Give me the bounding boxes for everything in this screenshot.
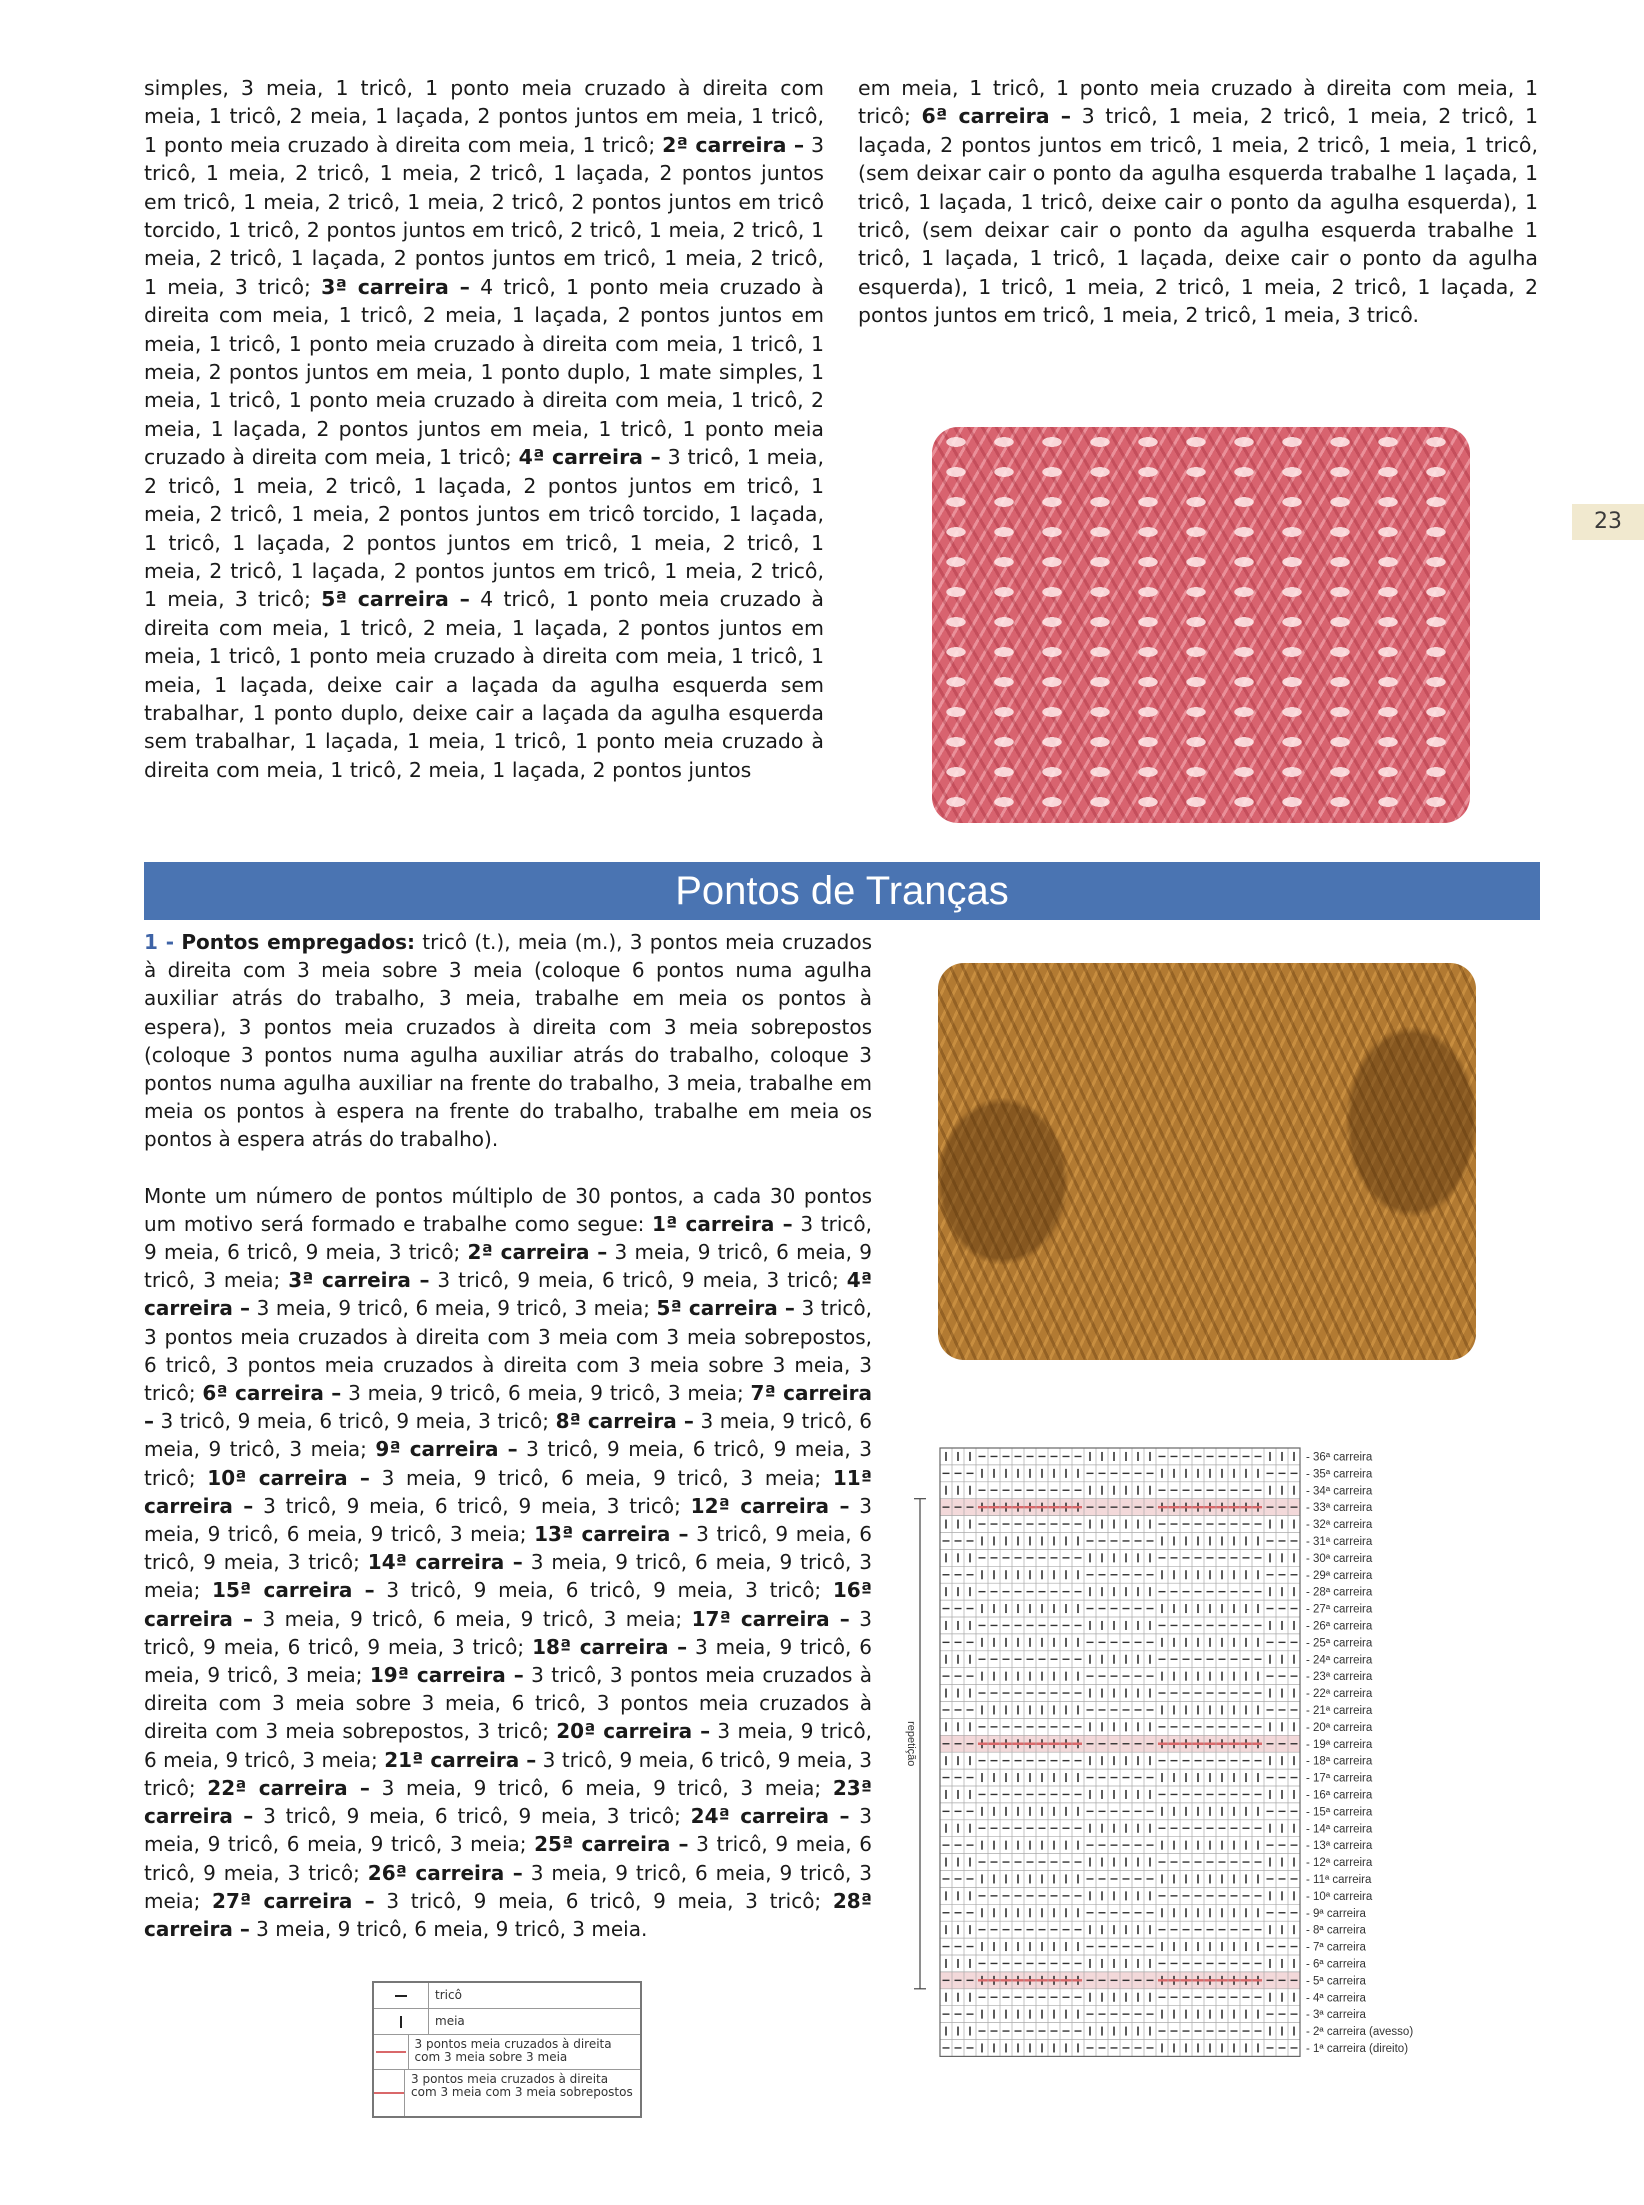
row-label: 24ª carreira –	[690, 1804, 850, 1829]
row-label: - 8ª carreira	[1306, 1924, 1366, 1937]
row-label: 20ª carreira –	[556, 1719, 711, 1744]
row-label: - 31ª carreira	[1306, 1535, 1373, 1548]
row-label: - 13ª carreira	[1306, 1840, 1373, 1853]
row-label: 1ª carreira –	[652, 1211, 793, 1236]
text-run: 3 tricô, 9 meia, 6 tricô, 9 meia, 3 tricô;	[253, 1804, 691, 1829]
legend-row-cable-layered	[374, 2070, 640, 2116]
row-label: 17ª carreira –	[691, 1606, 850, 1631]
text-run: 4 tricô, 1 ponto meia cruzado à direita com meia, 1 tricô, 2 meia, 1 laçada, 2 pontos juntos em meia, 1 tricô, 1 ponto meia cruzado à direita com meia, 1 tricô, 1 meia, 1 laçada, deixe cair a laçada da agulha esquerda sem trabalhar, 1 ponto duplo, deixe cair a laçada da agulha esquerda sem trabalhar, 1 laçada, 1 meia, 1 tricô, 1 ponto meia cruzado à direita com meia, 1 tricô, 2 meia, 1 laçada, 2 pontos juntos	[144, 587, 824, 782]
row-label: - 30ª carreira	[1306, 1552, 1373, 1565]
text-run: 3 meia, 9 tricô, 6 meia, 9 tricô, 3 meia;	[369, 1465, 833, 1490]
row-label: - 23ª carreira	[1306, 1671, 1373, 1684]
text-run: 3 meia, 9 tricô, 6 meia, 9 tricô, 3 meia;	[144, 1860, 872, 1913]
row-label: 16ª carreira –	[144, 1578, 872, 1631]
row-label: - 6ª carreira	[1306, 1958, 1366, 1971]
row-label: 3ª carreira –	[288, 1268, 430, 1293]
text-run: 3 tricô, 3 pontos meia cruzados à direita com 3 meia com 3 meia sobrepostos, 6 tricô, 3 pontos meia cruzados à direita com 3 meia sobre 3 meia, 3 tricô;	[144, 1296, 872, 1406]
row-label: 19ª carreira –	[369, 1663, 524, 1688]
stitch-chart	[900, 1440, 1620, 2100]
text-run: 3 tricô, 9 meia, 6 tricô, 9 meia, 3 tricô;	[253, 1493, 691, 1518]
row-label: 12ª carreira –	[690, 1493, 850, 1518]
legend-row-cable-over	[374, 2035, 640, 2070]
row-label: - 25ª carreira	[1306, 1637, 1373, 1650]
text-run: 3 meia, 9 tricô, 6 meia, 9 tricô, 3 meia;	[144, 1719, 873, 1772]
row-label: 10ª carreira –	[207, 1465, 370, 1490]
text-run: 3 tricô, 9 meia, 6 tricô, 9 meia, 3 tricô;	[144, 1522, 872, 1575]
row-label: 6ª carreira –	[202, 1381, 342, 1406]
text-run: 3 tricô, 3 pontos meia cruzados à direita com 3 meia sobre 3 meia, 6 tricô, 3 pontos meia cruzados à direita com 3 meia sobrepostos, 3 tricô;	[144, 1663, 872, 1744]
pattern-1-text	[144, 928, 872, 1943]
knit-symbol-icon	[400, 2016, 402, 2028]
pattern-1-instructions	[144, 1182, 872, 1943]
text-run: 3 meia, 9 tricô, 6 meia, 9 tricô, 3 meia;	[144, 1240, 872, 1293]
row-label: - 26ª carreira	[1306, 1620, 1373, 1633]
row-label: 25ª carreira –	[534, 1832, 689, 1857]
row-label: - 17ª carreira	[1306, 1772, 1373, 1785]
row-label: - 32ª carreira	[1306, 1519, 1373, 1532]
text-run: Monte um número de pontos múltiplo de 30 pontos, a cada 30 pontos um motivo será formado e trabalhe como segue:	[144, 1183, 872, 1236]
row-label: - 16ª carreira	[1306, 1789, 1373, 1802]
row-label: 5ª carreira –	[656, 1296, 795, 1321]
row-label: 8ª carreira –	[555, 1409, 694, 1434]
text-run: 3 tricô, 9 meia, 6 tricô, 9 meia, 3 tricô;	[429, 1268, 847, 1293]
row-label: 15ª carreira –	[212, 1578, 375, 1603]
section-title: Pontos de Tranças	[144, 862, 1540, 920]
text-run: 3 meia, 9 tricô, 6 meia, 9 tricô, 3 meia;	[144, 1550, 872, 1603]
text-run: 3 tricô, 9 meia, 6 tricô, 9 meia, 3 tricô;	[144, 1437, 873, 1490]
legend-label: meia	[435, 2014, 465, 2028]
row-label: 28ª carreira –	[144, 1888, 872, 1941]
row-label: - 11ª carreira	[1306, 1873, 1372, 1886]
text-run: 3 meia, 9 tricô, 6 meia, 9 tricô, 3 meia.	[249, 1916, 648, 1941]
row-label: - 24ª carreira	[1306, 1654, 1373, 1667]
legend-row-knit	[374, 2009, 640, 2035]
row-label: 5ª carreira –	[321, 587, 470, 612]
row-label: 13ª carreira –	[534, 1522, 689, 1547]
row-label: 7ª carreira –	[144, 1381, 873, 1434]
repeat-label: repetição	[905, 1721, 917, 1767]
text-run: 3 meia, 9 tricô, 6 meia, 9 tricô, 3 meia;	[144, 1804, 872, 1857]
row-label: 2ª carreira –	[662, 132, 805, 157]
row-label: - 5ª carreira	[1306, 1975, 1366, 1988]
text-run: 4 tricô, 1 ponto meia cruzado à direita com meia, 1 tricô, 2 meia, 1 laçada, 2 pontos juntos em meia, 1 tricô, 1 ponto meia cruzado à direita com meia, 1 tricô, 1 meia, 2 pontos juntos em meia, 1 ponto duplo, 1 mate simples, 1 meia, 1 tricô, 1 ponto meia cruzado à direita com meia, 1 tricô, 2 meia, 1 laçada, 2 pontos juntos em meia, 1 tricô, 1 ponto meia cruzado à direita com meia, 1 tricô;	[144, 274, 824, 470]
row-label: - 2ª carreira (avesso)	[1306, 2026, 1414, 2039]
row-label: - 9ª carreira	[1306, 1907, 1366, 1920]
row-label: - 7ª carreira	[1306, 1941, 1366, 1954]
row-label: - 10ª carreira	[1306, 1890, 1373, 1903]
chart-legend	[372, 1981, 642, 2118]
text-run: 3 meia, 9 tricô, 6 meia, 9 tricô, 3 meia;	[144, 1634, 872, 1688]
row-label: - 28ª carreira	[1306, 1586, 1373, 1599]
row-label: - 27ª carreira	[1306, 1603, 1373, 1616]
cable-symbol-icon	[374, 2092, 404, 2094]
top-right-column	[858, 74, 1538, 330]
legend-row-purl	[374, 1983, 640, 2009]
legend-label: tricô	[435, 1988, 462, 2002]
row-label: - 1ª carreira (direito)	[1306, 2042, 1409, 2055]
text-run: 3 tricô, 9 meia, 6 tricô, 9 meia, 3 tricô;	[144, 1747, 872, 1800]
row-label: 27ª carreira –	[212, 1888, 375, 1913]
legend-label: 3 pontos meia cruzados à direita com 3 meia com 3 meia sobrepostos	[411, 2072, 633, 2099]
text-run: em meia, 1 tricô, 1 ponto meia cruzado à direita com meia, 1 tricô;	[858, 76, 1538, 129]
cable-swatch-photo	[938, 963, 1476, 1360]
row-label: 3ª carreira –	[321, 274, 470, 299]
row-label: 6ª carreira –	[921, 104, 1072, 129]
pattern-number: 1 -	[144, 930, 175, 954]
text-run: 3 tricô, 9 meia, 6 tricô, 9 meia, 3 tricô;	[374, 1888, 833, 1913]
text-run: 3 tricô, 1 meia, 2 tricô, 1 meia, 2 tricô, 1 laçada, 2 pontos juntos em tricô, 1 meia, 2 tricô, 1 meia, 1 tricô, (sem deixar cair o ponto da agulha esquerda trabalhe 1 laçada, 1 tricô, 1 laçada, 1 tricô, deixe cair o ponto da agulha esquerda), 1 tricô, (sem deixar cair o ponto da agulha esquerda trabalhe 1 tricô, 1 laçada, 1 tricô, 1 laçada, deixe cair o ponto da agulha esquerda), 1 tricô, 1 meia, 2 tricô, 1 meia, 2 tricô, 1 laçada, 2 pontos juntos em tricô, 1 meia, 2 tricô, 1 meia, 3 tricô.	[858, 104, 1538, 328]
legend-label: 3 pontos meia cruzados à direita com 3 meia sobre 3 meia	[414, 2037, 612, 2064]
cable-symbol-icon	[376, 2051, 406, 2053]
row-label: - 35ª carreira	[1306, 1468, 1373, 1481]
text-run: 3 meia, 9 tricô, 6 meia, 9 tricô, 3 meia;	[144, 1409, 872, 1462]
row-label: - 36ª carreira	[1306, 1451, 1373, 1464]
row-label: - 18ª carreira	[1306, 1755, 1373, 1768]
row-label: 23ª carreira –	[144, 1775, 872, 1829]
row-label: - 33ª carreira	[1306, 1502, 1373, 1515]
row-label: 21ª carreira –	[384, 1747, 537, 1772]
row-label: 4ª carreira –	[518, 445, 661, 470]
text-run: 3 meia, 9 tricô, 6 meia, 9 tricô, 3 meia;	[252, 1606, 692, 1631]
pattern-label: Pontos empregados:	[181, 930, 416, 954]
row-label: 9ª carreira –	[375, 1437, 518, 1462]
row-label: - 19ª carreira	[1306, 1738, 1373, 1751]
text-run: 3 tricô, 1 meia, 2 tricô, 1 meia, 2 tricô, 1 laçada, 2 pontos juntos em tricô, 1 meia, 2 tricô, 1 meia, 2 tricô, 2 pontos juntos em tricô torcido, 1 tricô, 2 pontos juntos em tricô, 2 tricô, 1 meia, 2 tricô, 1 meia, 2 tricô, 1 laçada, 2 pontos juntos em tricô, 1 meia, 2 tricô, 1 meia, 3 tricô;	[144, 132, 825, 299]
text-run: 3 tricô, 9 meia, 6 tricô, 9 meia, 3 tricô;	[144, 1832, 872, 1885]
row-label: - 21ª carreira	[1306, 1704, 1373, 1717]
row-label: - 12ª carreira	[1306, 1857, 1373, 1870]
text-run: 3 tricô, 9 meia, 6 tricô, 9 meia, 3 tricô;	[154, 1409, 556, 1434]
row-label: 18ª carreira –	[532, 1634, 688, 1659]
page-number: 23	[1572, 504, 1644, 540]
text-run: 3 tricô, 9 meia, 6 tricô, 9 meia, 3 tricô;	[144, 1211, 872, 1265]
purl-symbol-icon	[395, 1995, 407, 1997]
text-run: simples, 3 meia, 1 tricô, 1 ponto meia cruzado à direita com meia, 1 tricô, 2 meia, 1 laçada, 2 pontos juntos em meia, 1 tricô, 1 ponto meia cruzado à direita com meia, 1 tricô;	[144, 76, 824, 157]
row-label: - 20ª carreira	[1306, 1721, 1373, 1734]
row-label: 26ª carreira –	[367, 1860, 523, 1885]
row-label: 4ª carreira –	[144, 1268, 872, 1321]
row-label: - 4ª carreira	[1306, 1992, 1366, 2005]
text-run: 3 tricô, 1 meia, 2 tricô, 1 meia, 2 tricô, 1 laçada, 2 pontos juntos em tricô, 1 meia, 2 tricô, 1 meia, 2 pontos juntos em tricô torcido, 1 laçada, 1 tricô, 1 laçada, 2 pontos juntos em tricô, 1 meia, 2 tricô, 1 meia, 2 tricô, 1 laçada, 2 pontos juntos em tricô, 1 meia, 2 tricô, 1 meia, 3 tricô;	[144, 445, 825, 612]
pattern-intro-text: tricô (t.), meia (m.), 3 pontos meia cruzados à direita com 3 meia sobre 3 meia (coloque 6 pontos numa agulha auxiliar atrás do trabalho, 3 meia, trabalhe em meia os pontos à espera), 3 pontos meia cruzados à direita com 3 meia sobrepostos (coloque 3 pontos numa agulha auxiliar atrás do trabalho, coloque 3 pontos numa agulha auxiliar na frente do trabalho, 3 meia, trabalhe em meia os pontos à espera na frente do trabalho, trabalhe em meia os pontos à espera atrás do trabalho).	[144, 930, 872, 1152]
top-left-column	[144, 74, 824, 784]
row-label: 22ª carreira –	[207, 1775, 370, 1800]
text-run: 3 meia, 9 tricô, 6 meia, 9 tricô, 3 meia;	[144, 1493, 872, 1547]
text-run: 3 meia, 9 tricô, 6 meia, 9 tricô, 3 meia;	[250, 1296, 657, 1321]
text-run: 3 tricô, 9 meia, 6 tricô, 9 meia, 3 tricô;	[144, 1606, 872, 1659]
row-label: - 14ª carreira	[1306, 1823, 1373, 1836]
row-label: 11ª carreira –	[144, 1465, 872, 1518]
text-run: 3 tricô, 9 meia, 6 tricô, 9 meia, 3 tricô;	[374, 1578, 833, 1603]
row-label: 2ª carreira –	[467, 1240, 608, 1265]
pattern-1-intro	[144, 928, 872, 1154]
row-label: - 3ª carreira	[1306, 2009, 1366, 2022]
lace-swatch-photo	[932, 427, 1470, 823]
text-run: 3 meia, 9 tricô, 6 meia, 9 tricô, 3 meia;	[341, 1381, 751, 1406]
text-run: 3 meia, 9 tricô, 6 meia, 9 tricô, 3 meia;	[369, 1775, 833, 1800]
row-label: - 29ª carreira	[1306, 1569, 1373, 1582]
row-label: - 34ª carreira	[1306, 1485, 1373, 1498]
row-label: - 15ª carreira	[1306, 1806, 1373, 1819]
row-label: 14ª carreira –	[367, 1550, 523, 1575]
row-label: - 22ª carreira	[1306, 1688, 1373, 1701]
